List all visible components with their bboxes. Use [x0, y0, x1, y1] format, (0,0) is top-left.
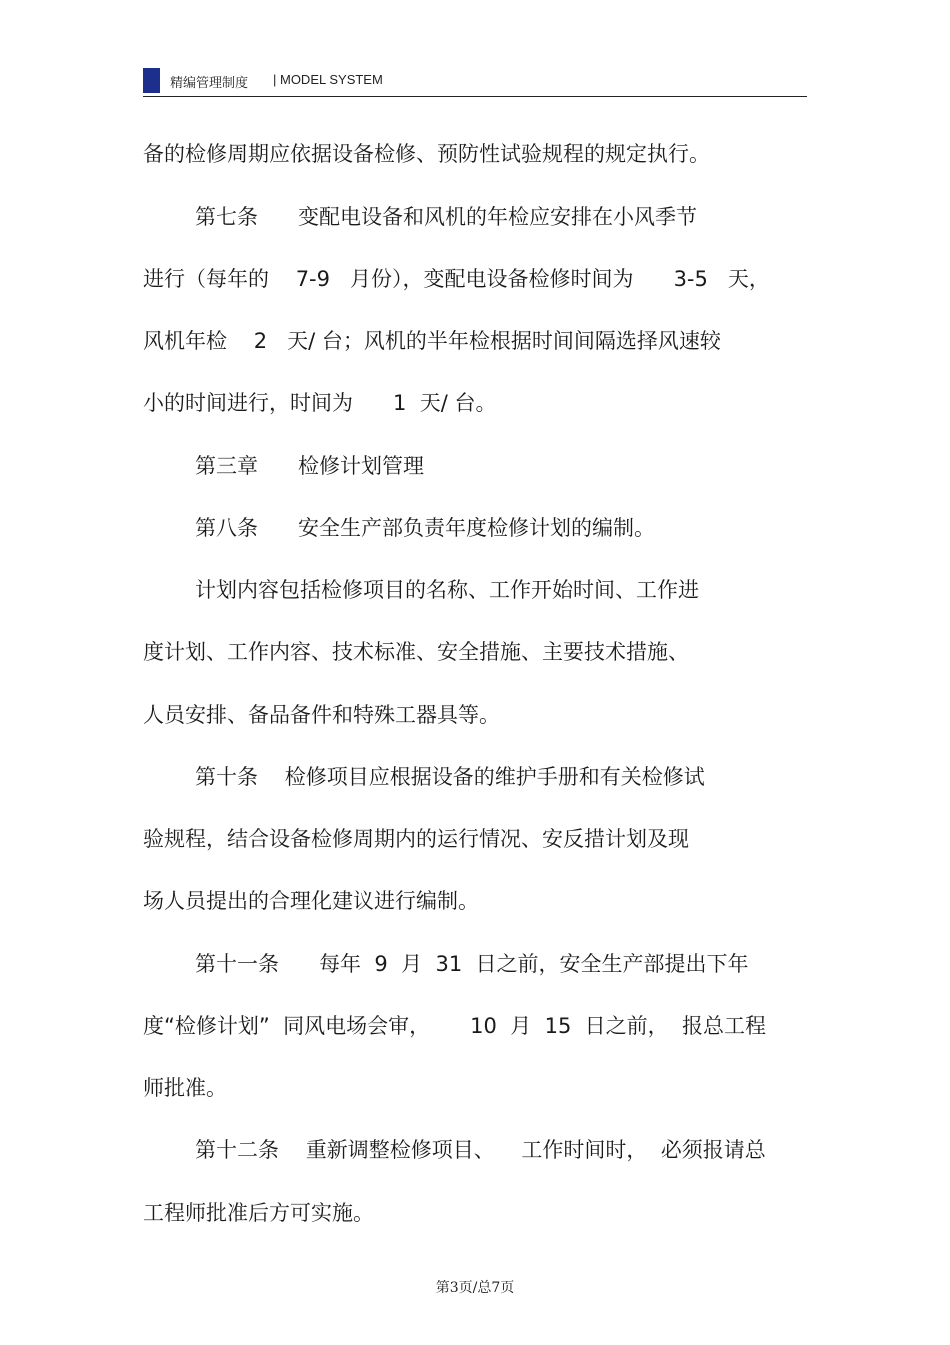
header-title: 精编管理制度 [170, 76, 249, 91]
header-system: | MODEL SYSTEM [273, 72, 383, 87]
text-line: 计划内容包括检修项目的名称、工作开始时间、工作进 [195, 578, 699, 602]
page-number: 第3页/总7页 [435, 1280, 515, 1296]
text-line: 师批准。 [143, 1076, 227, 1100]
text-line: 人员安排、备品备件和特殊工器具等。 [143, 703, 500, 727]
page-header [143, 66, 807, 97]
text-line: 进行（每年的 7-9 月份），变配电设备检修时间为 3-5 天， [143, 267, 770, 291]
logo-icon [143, 68, 160, 93]
text-line: 风机年检 2 天/ 台；风机的半年检根据时间间隔选择风速较 [143, 329, 721, 353]
text-line: 验规程，结合设备检修周期内的运行情况、安反措计划及现 [143, 827, 689, 851]
text-line: 度计划、工作内容、技术标准、安全措施、主要技术措施、 [143, 640, 689, 664]
text-line: 工程师批准后方可实施。 [143, 1201, 374, 1225]
text-line: 小的时间进行，时间为 1 天/ 台。 [143, 391, 497, 415]
chapter-heading: 第三章 检修计划管理 [195, 454, 425, 478]
text-line: 备的检修周期应依据设备检修、预防性试验规程的规定执行。 [143, 142, 710, 166]
text-line: 第十条 检修项目应根据设备的维护手册和有关检修试 [195, 765, 705, 789]
text-line: 度“检修计划” 同风电场会审， 10 月 15 日之前， 报总工程 [143, 1014, 767, 1038]
text-line: 第十一条 每年 9 月 31 日之前，安全生产部提出下年 [195, 952, 749, 976]
text-line: 第八条 安全生产部负责年度检修计划的编制。 [195, 516, 656, 540]
text-line: 第七条 变配电设备和风机的年检应安排在小风季节 [195, 205, 698, 229]
text-line: 第十二条 重新调整检修项目、 工作时间时， 必须报请总 [195, 1138, 766, 1162]
text-line: 场人员提出的合理化建议进行编制。 [143, 889, 479, 913]
